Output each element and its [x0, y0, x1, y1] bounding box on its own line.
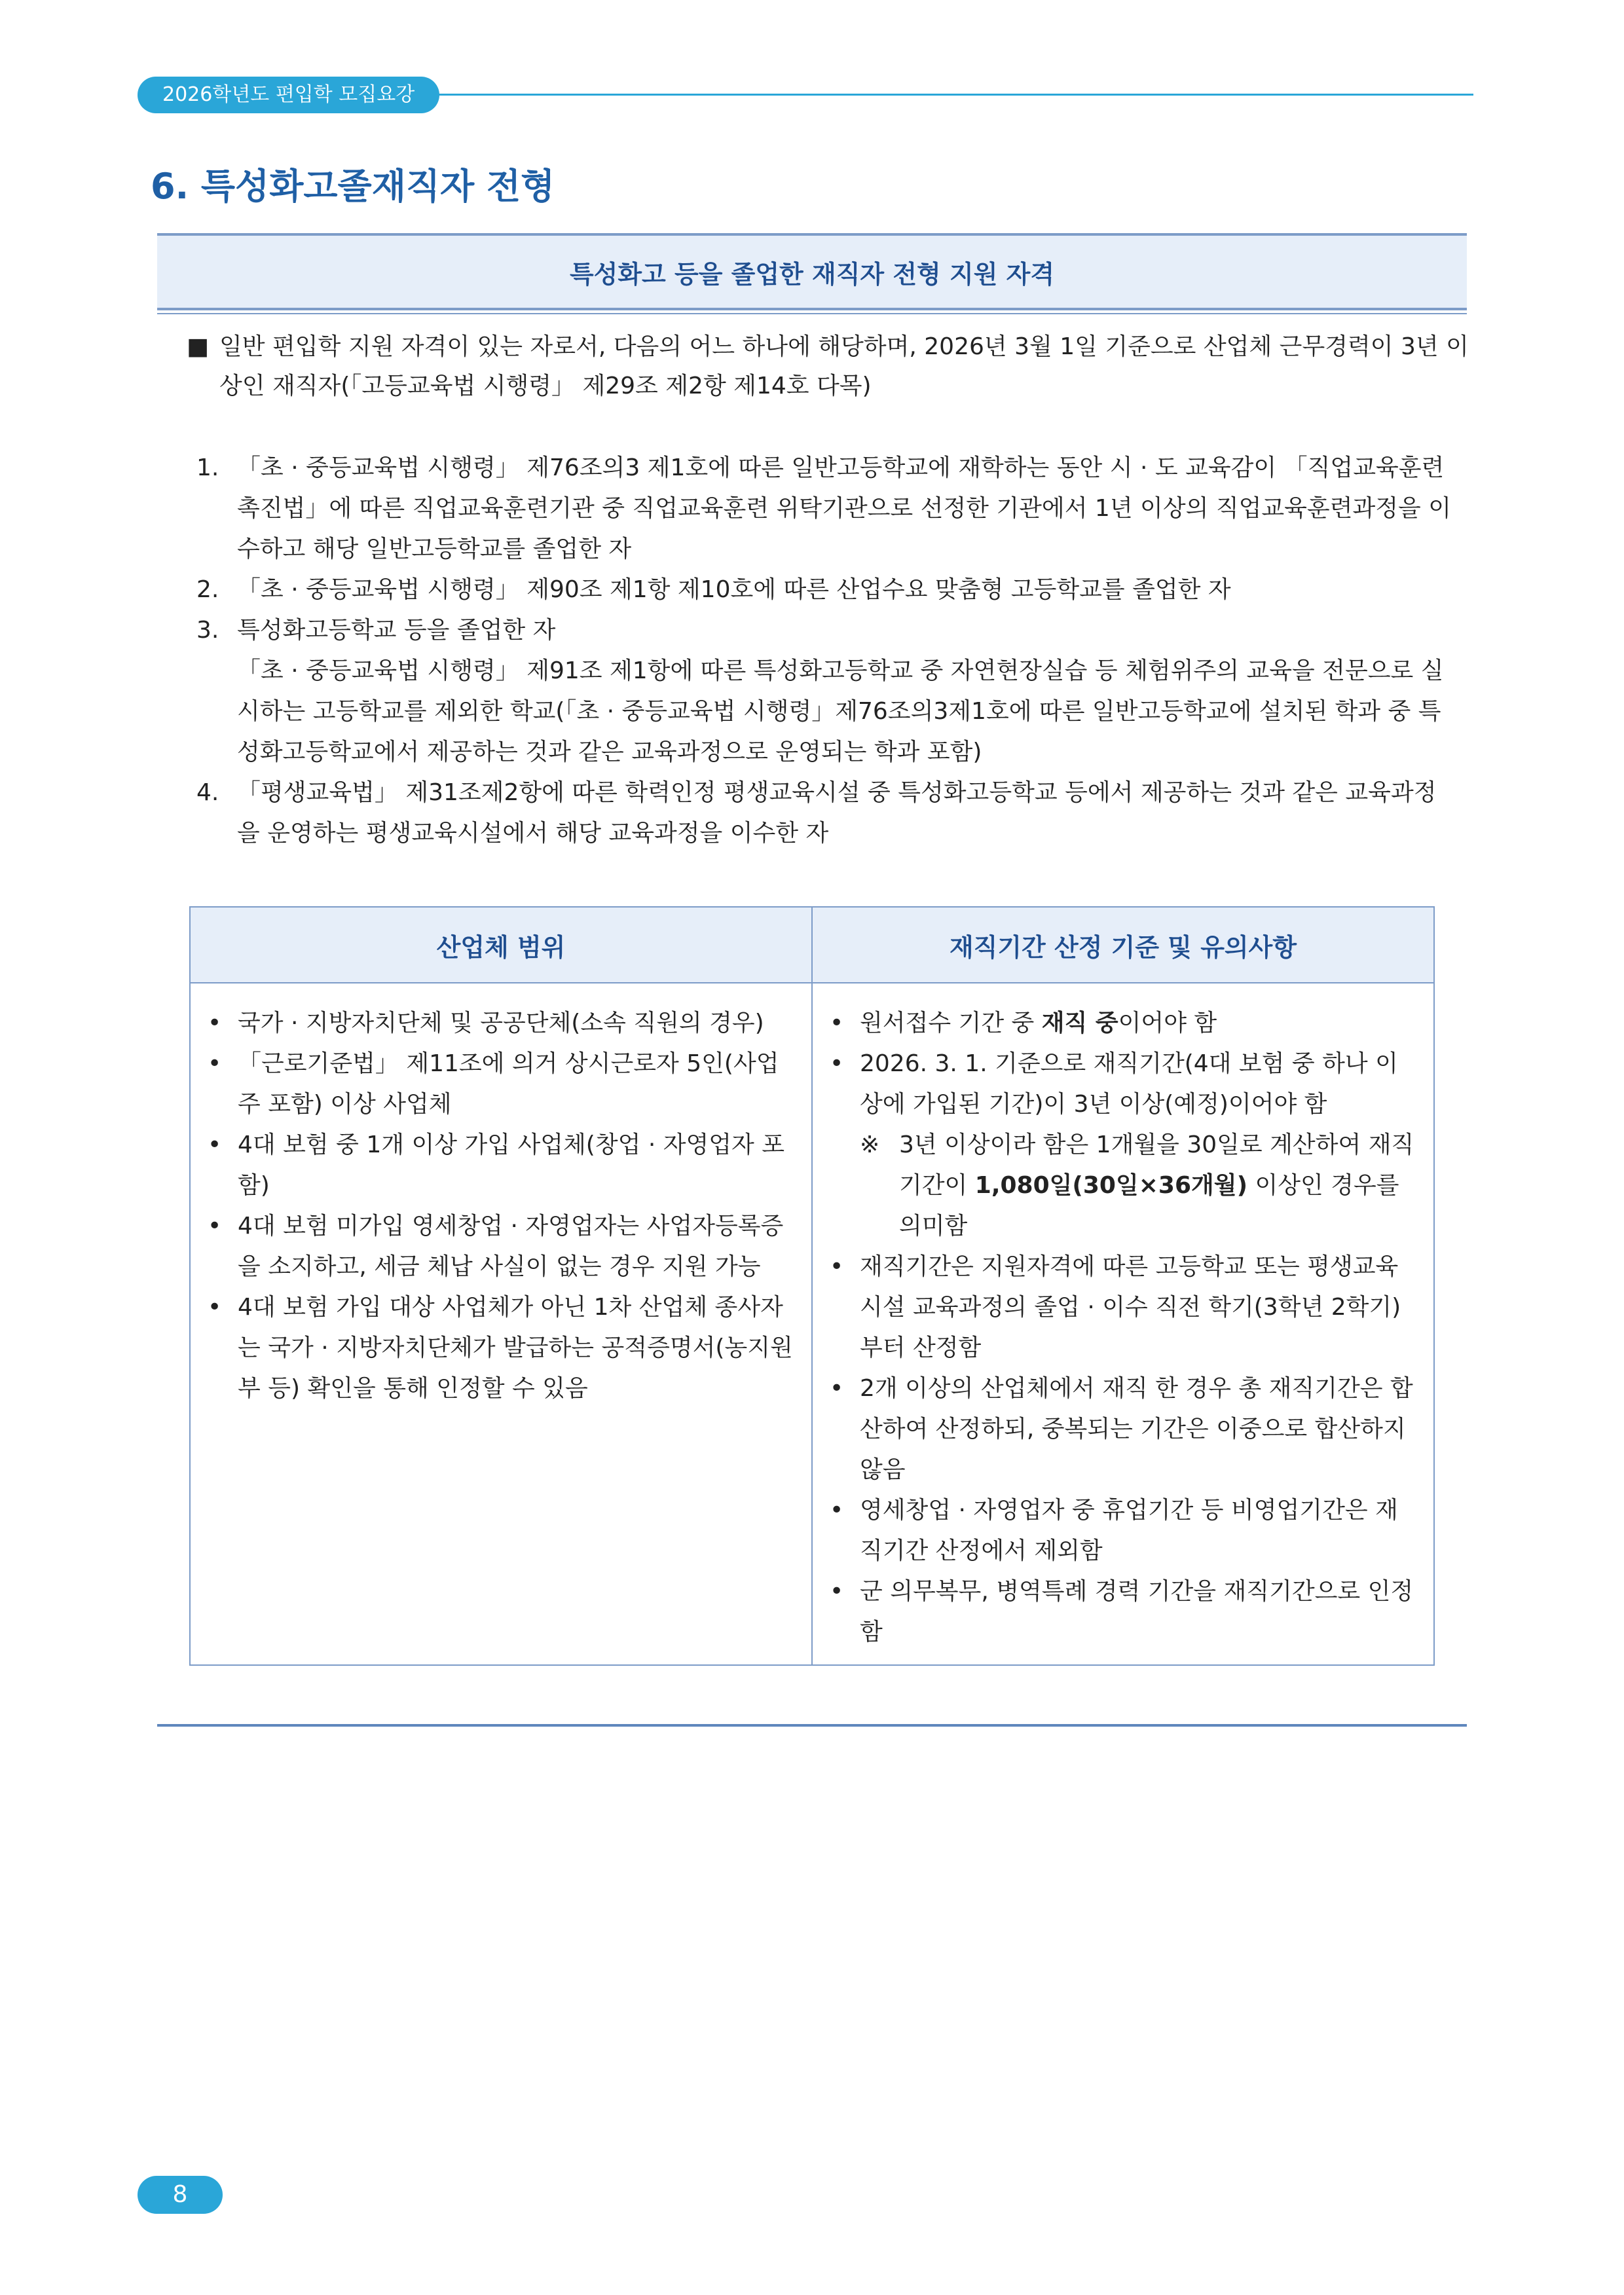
bullet-icon: •: [208, 1010, 222, 1037]
eligibility-table: [189, 906, 1435, 1666]
list-item: [208, 1125, 794, 1206]
industry-scope-cell: [190, 983, 812, 1665]
note-text: 3년 이상이라 함은 1개월을 30일로 계산하여 재직기간이: [899, 1131, 1414, 1199]
qualification-box-title: 특성화고 등을 졸업한 재직자 전형 지원 자격: [157, 233, 1467, 310]
bullet-icon: •: [830, 1375, 844, 1402]
list-item: [830, 1247, 1416, 1368]
emphasis-text: 1,080일(30일×36개월): [974, 1172, 1248, 1199]
note-item: [830, 1125, 1416, 1247]
employment-criteria-cell: [812, 983, 1434, 1665]
list-item: [830, 1368, 1416, 1490]
list-item: [208, 1206, 794, 1287]
item-text: 2026. 3. 1. 기준으로 재직기간(4대 보험 중 하나 이상에 가입된 기간)이 3년 이상(예정)이어야 함: [860, 1050, 1398, 1118]
item-number: 2.: [196, 576, 219, 603]
reference-mark-icon: ※: [860, 1131, 880, 1158]
item-text: 국가 · 지방자치단체 및 공공단체(소속 직원의 경우): [238, 1010, 764, 1037]
list-item: [196, 448, 1454, 570]
list-item: [208, 1044, 794, 1125]
list-item: [830, 1571, 1416, 1653]
item-text: 「평생교육법」 제31조제2항에 따른 학력인정 평생교육시설 중 특성화고등학교 등에서 제공하는 것과 같은 교육과정을 운영하는 평생교육시설에서 해당 교육과정을 이수한 자: [237, 779, 1437, 847]
bullet-icon: •: [208, 1131, 222, 1158]
bullet-icon: •: [208, 1213, 222, 1239]
square-bullet-icon: ■: [187, 333, 210, 360]
list-item: [830, 1003, 1416, 1044]
item-number: 3.: [196, 617, 219, 644]
note-text: 이상인 경우를 의미함: [899, 1172, 1399, 1239]
header-employment-criteria: 재직기간 산정 기준 및 유의사항: [812, 907, 1434, 983]
item-text: 4대 보험 가입 대상 사업체가 아닌 1차 산업체 종사자는 국가 · 지방자치단체가 발급하는 공적증명서(농지원부 등) 확인을 통해 인정할 수 있음: [238, 1294, 793, 1402]
header-divider: [419, 94, 1473, 96]
item-text: 4대 보험 미가입 영세창업 · 자영업자는 사업자등록증을 소지하고, 세금 체납 사실이 없는 경우 지원 가능: [238, 1213, 784, 1280]
item-text: 특성화고등학교 등을 졸업한 자: [237, 617, 556, 644]
bullet-icon: •: [830, 1253, 844, 1280]
list-item: [196, 570, 1454, 610]
header-industry-scope: 산업체 범위: [190, 907, 812, 983]
bullet-icon: •: [830, 1010, 844, 1037]
item-text: 4대 보험 중 1개 이상 가입 사업체(창업 · 자영업자 포함): [238, 1131, 785, 1199]
bullet-icon: •: [208, 1050, 222, 1077]
section-title: 6. 특성화고졸재직자 전형: [151, 166, 555, 207]
item-text: 2개 이상의 산업체에서 재직 한 경우 총 재직기간은 합산하여 산정하되, 중복되는 기간은 이중으로 합산하지 않음: [860, 1375, 1413, 1483]
list-item: [196, 610, 1454, 773]
item-number: 4.: [196, 779, 219, 806]
item-text: 이어야 함: [1118, 1010, 1217, 1037]
list-item: [196, 773, 1454, 854]
item-number: 1.: [196, 454, 219, 481]
footer-divider: [157, 1724, 1467, 1727]
bullet-icon: •: [830, 1050, 844, 1077]
item-text: 「초 · 중등교육법 시행령」 제76조의3 제1호에 따른 일반고등학교에 재학하는 동안 시 · 도 교육감이 「직업교육훈련 촉진법」에 따른 직업교육훈련기관 중 직업교육훈련 위탁기관으로 선정한 기관에서 1년 이상의 직업교육훈련과정을 이수하고 해당 일반고등학교를 졸업한 자: [237, 454, 1452, 562]
bullet-icon: •: [830, 1578, 844, 1605]
emphasis-text: 재직 중: [1041, 1010, 1118, 1037]
lead-text: 일반 편입학 지원 자격이 있는 자로서, 다음의 어느 하나에 해당하며, 2026년 3월 1일 기준으로 산업체 근무경력이 3년 이상인 재직자(「고등교육법 시행령」 제29조 제2항 제14호 다목): [219, 333, 1469, 399]
item-text: 「초 · 중등교육법 시행령」 제90조 제1항 제10호에 따른 산업수요 맞춤형 고등학교를 졸업한 자: [237, 576, 1231, 603]
list-item: [830, 1490, 1416, 1571]
bullet-icon: •: [830, 1497, 844, 1524]
item-subtext: 「초 · 중등교육법 시행령」 제91조 제1항에 따른 특성화고등학교 중 자연현장실습 등 체험위주의 교육을 전문으로 실시하는 고등학교를 제외한 학교(「초 · 중등교육법 시행령」제76조의3제1호에 따른 일반고등학교에 설치된 학과 중 특성화고등학교에서 제공하는 것과 같은 교육과정으로 운영되는 학과 포함): [237, 657, 1444, 765]
item-text: 재직기간은 지원자격에 따른 고등학교 또는 평생교육시설 교육과정의 졸업 · 이수 직전 학기(3학년 2학기)부터 산정함: [860, 1253, 1401, 1361]
list-item: [830, 1044, 1416, 1125]
page-number: 8: [138, 2176, 223, 2214]
qualification-list: [196, 448, 1454, 854]
list-item: [208, 1003, 794, 1044]
item-text: 군 의무복무, 병역특례 경력 기간을 재직기간으로 인정함: [860, 1578, 1414, 1645]
item-text: 영세창업 · 자영업자 중 휴업기간 등 비영업기간은 재직기간 산정에서 제외함: [860, 1497, 1398, 1564]
table-header-row: [190, 907, 1434, 983]
table-row: [190, 983, 1434, 1665]
qualification-lead: [187, 327, 1490, 406]
item-text: 「근로기준법」 제11조에 의거 상시근로자 5인(사업주 포함) 이상 사업체: [238, 1050, 779, 1118]
document-label: 2026학년도 편입학 모집요강: [138, 77, 439, 113]
item-text: 원서접수 기간 중: [860, 1010, 1042, 1037]
list-item: [208, 1287, 794, 1409]
bullet-icon: •: [208, 1294, 222, 1321]
